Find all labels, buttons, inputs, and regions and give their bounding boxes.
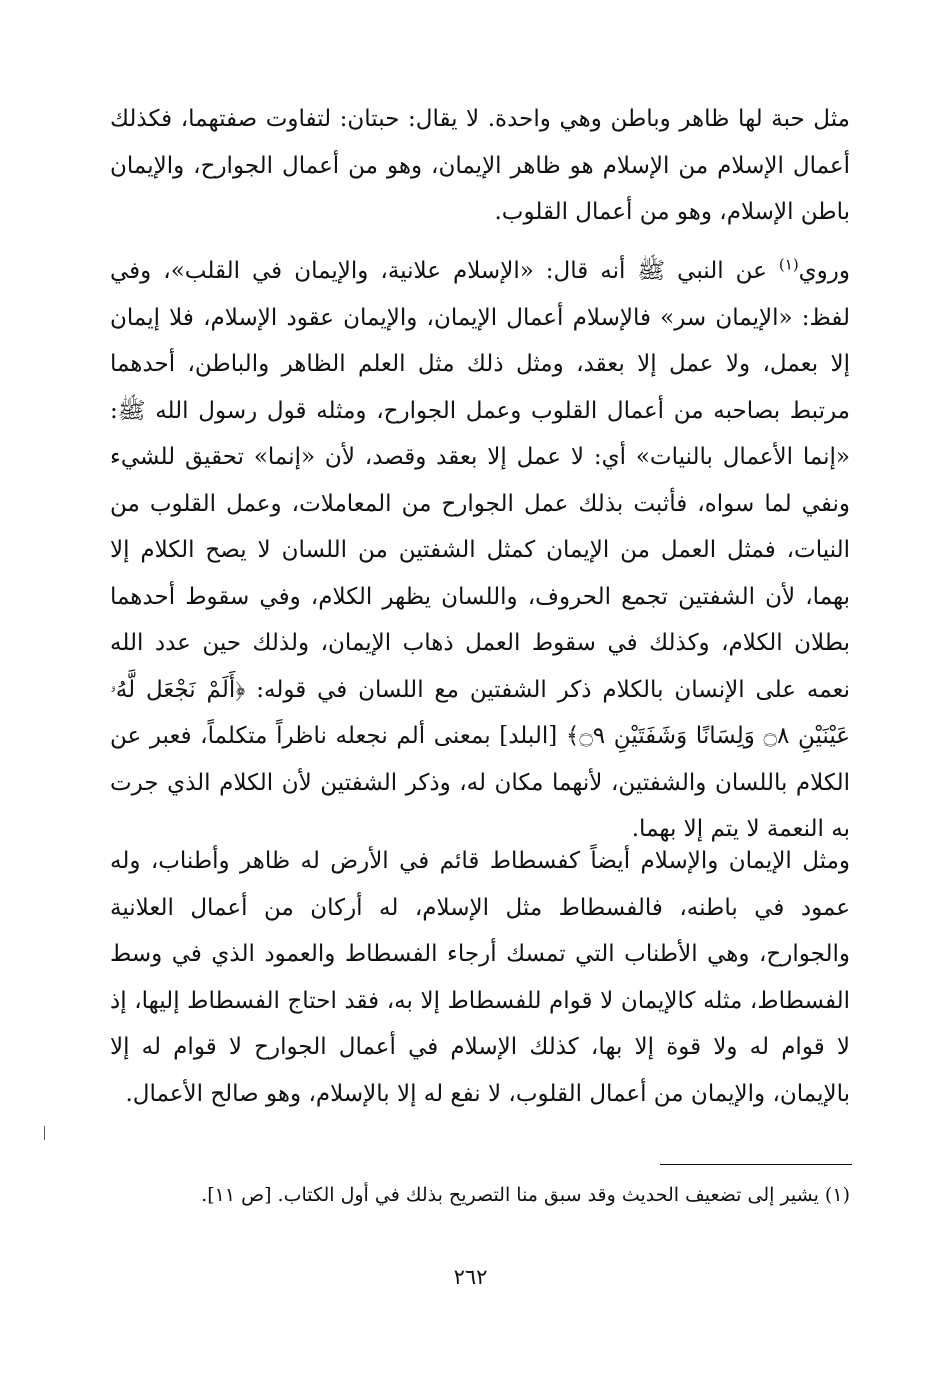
paragraph-1-text: مثل حبة لها ظاهر وباطن وهي واحدة. لا يقال: حبتان: لتفاوت صفتهما، فكذلك أعمال الإسلام من الإسلام هو ظاهر الإيمان، وهو من أعمال الجوارح، والإيمان باطن الإسلام، وهو من أعمال القلوب. xyxy=(110,106,850,225)
paragraph-2-body: عن النبي ﷺ أنه قال: «الإسلام علانية، والإيمان في القلب»، وفي لفظ: «الإيمان سر» فالإسلام أعمال الإيمان، والإيمان عقود الإسلام، فلا إيمان إلا بعمل، ولا عمل إلا بعقد، ومثل ذلك مثل العلم الظاهر والباطن، أحدهما مرتبط بصاحبه من أعمال القلوب وعمل الجوارح، ومثله قول رسول الله ﷺ: «إنما الأعمال بالنيات» أي: لا عمل إلا بعقد وقصد، لأن «إنما» تحقيق للشيء ونفي لما سواه، فأثبت بذلك عمل الجوارح من المعاملات، وعمل القلوب من النيات، فمثل العمل من الإيمان كمثل الشفتين من اللسان لا يصح الكلام إلا بهما، لأن الشفتين تجمع الحروف، واللسان يظهر الكلام، وفي سقوط أحدهما بطلان الكلام، وكذلك في سقوط العمل ذهاب الإيمان، ولذلك حين عدد الله نعمه على الإنسان بالكلام ذكر الشفتين مع اللسان في قوله: ﴿أَلَمْ نَجْعَل لَّهُۥ عَيْنَيْنِ ۝٨ وَلِسَانًا وَشَفَتَيْنِ ۝٩﴾ [البلد] بمعنى ألم نجعله ناظراً متكلماً، فعبر عن الكلام باللسان والشفتين، لأنهما مكان له، وذكر الشفتين لأن الكلام الذي جرت به النعمة لا يتم إلا بهما. xyxy=(110,258,850,842)
paragraph-2-text xyxy=(110,248,850,853)
footnote-reference[interactable]: (١) xyxy=(778,255,799,274)
paragraph-2-lead: وروي xyxy=(798,258,850,284)
paragraph-2 xyxy=(110,248,850,853)
margin-mark xyxy=(44,1126,45,1140)
footnote: (١) يشير إلى تضعيف الحديث وقد سبق منا التصريح بذلك في أول الكتاب. [ص ١١]. xyxy=(201,1184,850,1206)
footnote-separator xyxy=(660,1164,852,1165)
paragraph-3-text: ومثل الإيمان والإسلام أيضاً كفسطاط قائم في الأرض له ظاهر وأطناب، وله عمود في باطنه، فالفسطاط مثل الإسلام، له أركان من أعمال العلانية والجوارح، وهي الأطناب التي تمسك أرجاء الفسطاط والعمود الذي في وسط الفسطاط، مثله كالإيمان لا قوام للفسطاط إلا به، فقد احتاج الفسطاط إليها، إذ لا قوام له ولا قوة إلا بها، كذلك الإسلام في أعمال الجوارح لا قوام له إلا بالإيمان، والإيمان من أعمال القلوب، لا نفع له إلا بالإسلام، وهو صالح الأعمال. xyxy=(110,848,850,1107)
page-number: ٢٦٢ xyxy=(453,1265,488,1289)
paragraph-1 xyxy=(110,96,850,236)
paragraph-3 xyxy=(110,838,850,1117)
